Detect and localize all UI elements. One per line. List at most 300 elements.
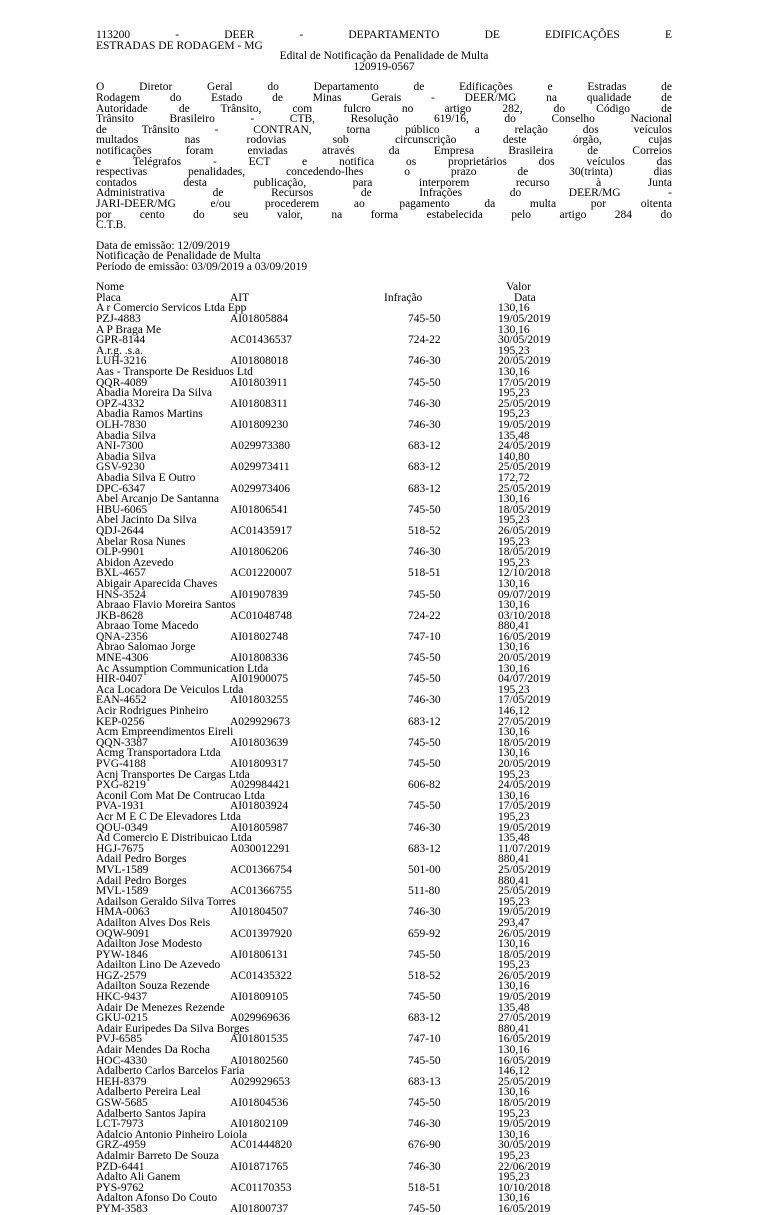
entry-data: 25/05/2019 [498,397,551,410]
entry-valor: 135,48 [498,1001,530,1014]
entry-infracao: 745-50 [408,503,441,516]
list-item [96,1003,672,1024]
entry-infracao: 746-30 [408,355,441,368]
entry-data: 19/05/2019 [498,906,551,919]
entry-valor: 140,80 [498,450,530,463]
entry-name: Adair Euripedes Da Silva Borges [96,1022,250,1035]
entry-infracao: 745-50 [408,800,441,813]
entry-placa: PYW-1846 [96,948,148,961]
list-item [96,621,672,642]
entry-placa: GSW-5685 [96,1097,148,1109]
entry-valor: 195,23 [498,683,530,696]
entry-data: 26/05/2019 [498,969,551,982]
entry-name: Abraao Tome Macedo [96,620,199,633]
list-item [96,664,672,685]
list-item [96,452,672,473]
col-valor: Valor [506,281,531,294]
entry-ait: AI01809317 [230,758,289,770]
entry-data: 27/05/2019 [498,1012,551,1025]
entry-data: 18/05/2019 [498,948,551,961]
entry-placa: GKU-0215 [96,1012,148,1025]
list-item [96,494,672,515]
entry-name: Adailton Souza Rezende [96,980,210,993]
entry-data: 03/10/2018 [498,609,551,622]
entry-infracao: 746-30 [408,397,441,410]
entry-placa: BXL-4657 [96,567,146,580]
entry-infracao: 745-50 [408,1097,441,1109]
header-line-2: ESTRADAS DE RODAGEM - MG [96,39,263,52]
entry-name: Acmg Transportadora Ltda [96,747,221,760]
entry-data: 19/05/2019 [498,313,551,326]
entry-name: Adalberto Santos Japira [96,1107,206,1120]
entry-ait: AI01808018 [230,355,289,368]
intro-line: multados nas rodovias sob circunscrição deste órgão, cujas [96,134,672,147]
list-item [96,770,672,791]
entry-ait: AI01809230 [230,419,289,431]
entry-name: Aca Locadora De Veiculos Ltda [96,683,244,696]
entry-placa: OPZ-4332 [96,397,145,410]
entry-data: 20/05/2019 [498,652,551,665]
list-item [96,367,672,388]
entry-placa: OQW-9091 [96,927,150,940]
entry-infracao: 746-30 [408,906,441,919]
entry-data: 20/05/2019 [498,758,551,770]
intro-line: Rodagem do Estado de Minas Gerais - DEER/MG na qualidade de [96,91,672,104]
entry-ait: AC01435322 [230,969,292,982]
entries-list [96,303,672,1214]
entry-ait: AC01436537 [230,334,292,347]
entry-valor: 130,16 [498,577,530,590]
entry-valor: 130,16 [498,1192,530,1205]
entry-name: Adair De Menezes Rezende [96,1001,225,1014]
entry-placa: KEP-0256 [96,715,145,728]
list-item [96,642,672,663]
entry-infracao: 745-50 [408,313,441,326]
entry-name: Abel Arcanjo De Santanna [96,493,219,506]
entry-placa: MNE-4306 [96,652,149,665]
entry-valor: 135,48 [498,429,530,442]
entry-name: Aas - Transporte De Residuos Ltd [96,366,253,379]
list-item [96,1130,672,1151]
intro-line: de Trânsito - CONTRAN, torna público a relação dos veículos [96,123,672,136]
entry-valor: 135,48 [498,832,530,845]
entry-name: Abraao Flavio Moreira Santos [96,599,236,612]
entry-ait: AI01806541 [230,503,289,516]
entry-valor: 293,47 [498,916,530,929]
entry-valor: 130,16 [498,1128,530,1141]
entry-name: Abadia Ramos Martins [96,408,203,421]
list-item [96,960,672,981]
entry-placa: EAN-4652 [96,694,147,707]
intro-line: contados desta publicação, para interporem recurso à Junta [96,176,672,189]
entry-infracao: 518-52 [408,524,441,537]
entry-infracao: 724-22 [408,334,441,347]
entry-ait: A029973406 [230,482,291,495]
entry-ait: AI01803911 [230,376,288,389]
entry-ait: AI01804536 [230,1097,289,1109]
entry-name: Abel Jacinto Da Silva [96,514,197,527]
emission-date: Data de emissão: 12/09/2019 [96,239,230,252]
entry-ait: A030012291 [230,842,291,855]
entry-placa: ANI-7300 [96,440,144,453]
entry-infracao: 518-52 [408,969,441,982]
list-item [96,876,672,897]
entry-valor: 146,12 [498,705,530,718]
intro-line: Administrativa de Recursos de Infrações do DEER/MG - [96,187,672,200]
entry-ait: AI01809105 [230,991,289,1004]
entry-infracao: 746-30 [408,546,441,559]
entry-placa: MVL-1589 [96,885,149,898]
list-item [96,1193,672,1214]
entry-ait: A029929673 [230,715,291,728]
entry-infracao: 745-50 [408,588,441,601]
entry-placa: JKB-8628 [96,609,144,622]
col-data: Data [514,292,536,305]
entry-data: 10/10/2018 [498,1181,551,1194]
col-ait: AIT [230,292,250,305]
entry-ait: A029929653 [230,1075,291,1088]
entry-name: Ad Comercio E Distribuicao Ltda [96,832,252,845]
entry-placa: HNS-3524 [96,588,146,601]
entry-ait: A029984421 [230,779,291,792]
list-item [96,1087,672,1108]
entry-valor: 130,16 [498,1086,530,1099]
entry-placa: HGJ-7675 [96,842,144,855]
entry-placa: HKC-9437 [96,991,148,1004]
entry-placa: PXG-8219 [96,779,146,792]
entry-ait: AI01803255 [230,694,289,707]
entry-data: 18/05/2019 [498,1097,551,1109]
entry-ait: A029973380 [230,440,291,453]
entry-ait: AC01366755 [230,885,292,898]
list-item [96,303,672,324]
document-number: 120919-0567 [353,60,415,73]
entry-valor: 130,16 [498,662,530,675]
list-item [96,1151,672,1172]
entry-infracao: 683-13 [408,1075,441,1088]
header-line-1: 113200 - DEER - DEPARTAMENTO DE EDIFICAÇÕES E [96,29,672,41]
entry-infracao: 746-30 [408,1118,441,1131]
entry-ait: A029973411 [230,461,290,474]
entry-data: 26/05/2019 [498,524,551,537]
entry-name: A P Braga Me [96,323,162,336]
entry-infracao: 746-30 [408,694,441,707]
entry-placa: OLP-9901 [96,546,145,559]
entry-valor: 195,23 [498,387,530,400]
entry-valor: 130,16 [498,641,530,654]
entry-placa: OLH-7830 [96,419,147,431]
entry-ait: AC01048748 [230,609,292,622]
entry-placa: HIR-0407 [96,673,143,686]
list-item [96,706,672,727]
list-item [96,897,672,918]
entry-data: 16/05/2019 [498,630,551,643]
entry-data: 16/05/2019 [498,1033,551,1046]
entry-name: Adail Pedro Borges [96,853,187,866]
entry-placa: HEH-8379 [96,1075,147,1088]
entry-infracao: 683-12 [408,440,441,453]
entry-name: Abigair Aparecida Chaves [96,577,218,590]
entry-ait: AC01435917 [230,524,292,537]
entry-infracao: 745-50 [408,1202,441,1215]
entry-ait: AC01366754 [230,863,292,876]
entry-placa: PYM-3583 [96,1202,148,1215]
entry-infracao: 747-10 [408,1033,441,1046]
entry-name: Adalcio Antonio Pinheiro Loiola [96,1128,248,1141]
entry-infracao: 745-50 [408,1054,441,1067]
entry-valor: 146,12 [498,1065,530,1078]
entry-data: 04/07/2019 [498,673,551,686]
entry-valor: 880,41 [498,853,530,866]
entry-ait: AC01397920 [230,927,292,940]
entry-name: Adailton Lino De Azevedo [96,959,221,972]
entry-name: Adailson Geraldo Silva Torres [96,895,236,908]
list-item [96,409,672,430]
emission-info [96,241,672,273]
entry-data: 30/05/2019 [498,334,551,347]
entry-valor: 195,23 [498,408,530,421]
entry-ait: AI01805884 [230,313,289,326]
entry-valor: 195,23 [498,959,530,972]
entry-data: 25/05/2019 [498,482,551,495]
entry-data: 19/05/2019 [498,419,551,431]
entry-infracao: 724-22 [408,609,441,622]
entry-valor: 130,16 [498,747,530,760]
entry-ait: AI01801535 [230,1033,289,1046]
entry-placa: GRZ-4959 [96,1139,146,1152]
entry-valor: 130,16 [498,980,530,993]
entry-name: Adalmir Barreto De Souza [96,1149,219,1162]
entry-data: 18/05/2019 [498,546,551,559]
entry-valor: 130,16 [498,1044,530,1057]
entry-ait: AC01444820 [230,1139,292,1152]
entry-ait: AI01806206 [230,546,289,559]
entry-placa: GPR-8144 [96,334,146,347]
entry-name: Abadia Silva [96,429,156,442]
entry-name: Adailton Alves Dos Reis [96,916,211,929]
entry-ait: AI01802748 [230,630,289,643]
entry-valor: 130,16 [498,599,530,612]
entry-infracao: 745-50 [408,673,441,686]
entry-valor: 130,16 [498,493,530,506]
list-item [96,537,672,558]
entry-ait: AI01804507 [230,906,289,919]
entry-data: 17/05/2019 [498,376,551,389]
list-item [96,791,672,812]
entry-ait: AI01907839 [230,588,289,601]
list-item [96,600,672,621]
col-nome: Nome [96,281,125,294]
list-item [96,431,672,452]
entry-name: Abadia Silva E Outro [96,471,196,484]
entry-ait: AI01808336 [230,652,289,665]
entry-valor: 130,16 [498,366,530,379]
entry-infracao: 511-80 [408,885,441,898]
list-item [96,515,672,536]
entry-data: 26/05/2019 [498,927,551,940]
entry-placa: PYS-9762 [96,1181,144,1194]
entry-name: Abrao Salomao Jorge [96,641,196,654]
entry-valor: 195,23 [498,556,530,569]
document-title: Edital de Notificação da Penalidade de Multa [279,50,489,63]
entry-infracao: 745-50 [408,991,441,1004]
document [96,30,672,1215]
list-item [96,1109,672,1130]
entry-data: 25/05/2019 [498,1075,551,1088]
entry-data: 19/05/2019 [498,1118,551,1131]
entry-placa: QQN-3387 [96,736,148,749]
entry-valor: 195,23 [498,535,530,548]
list-item [96,833,672,854]
entry-placa: PZJ-4883 [96,313,141,326]
entry-infracao: 745-50 [408,376,441,389]
entry-infracao: 746-30 [408,419,441,431]
intro-paragraph [96,82,672,230]
entry-valor: 880,41 [498,874,530,887]
list-item [96,939,672,960]
entry-infracao: 683-12 [408,842,441,855]
column-headers [96,282,672,303]
entry-infracao: 683-12 [408,461,441,474]
entry-name: Acir Rodrigues Pinheiro [96,705,209,718]
entry-valor: 195,23 [498,344,530,357]
entry-valor: 880,41 [498,1022,530,1035]
entry-data: 18/05/2019 [498,736,551,749]
list-item [96,558,672,579]
intro-line: O Diretor Geral do Departamento de Edificações e Estradas de [96,81,672,94]
entry-ait: AI01805987 [230,821,289,834]
entry-data: 11/07/2019 [498,842,550,855]
entry-placa: HOC-4330 [96,1054,148,1067]
intro-line: C.T.B. [96,219,127,232]
emission-period: Período de emissão: 03/09/2019 a 03/09/2019 [96,260,308,273]
entry-placa: PVA-1931 [96,800,145,813]
entry-ait: AI01803924 [230,800,289,813]
list-item [96,388,672,409]
entry-valor: 195,23 [498,810,530,823]
entry-data: 18/05/2019 [498,503,551,516]
entry-name: Abelar Rosa Nunes [96,535,186,548]
entry-placa: QNA-2356 [96,630,148,643]
list-item [96,473,672,494]
entry-infracao: 501-00 [408,863,441,876]
entry-ait: AI01800737 [230,1202,289,1215]
intro-line: e Telégrafos - ECT e notifica os proprietários dos veículos das [96,155,672,168]
list-item [96,346,672,367]
entry-valor: 195,23 [498,1171,530,1184]
entry-data: 09/07/2019 [498,588,551,601]
entry-name: Adalton Afonso Do Couto [96,1192,218,1205]
list-item [96,981,672,1002]
entry-data: 12/10/2018 [498,567,551,580]
entry-placa: LCT-7973 [96,1118,144,1131]
entry-valor: 195,23 [498,1107,530,1120]
entry-name: Abidon Azevedo [96,556,174,569]
entry-ait: A029969636 [230,1012,291,1025]
entry-data: 16/05/2019 [498,1202,551,1215]
entry-placa: QDJ-2644 [96,524,144,537]
entry-placa: GSV-9230 [96,461,145,474]
entry-data: 22/06/2019 [498,1160,551,1173]
entry-data: 17/05/2019 [498,694,551,707]
entry-ait: AC01170353 [230,1181,292,1194]
entry-placa: PZD-6441 [96,1160,145,1173]
entry-data: 16/05/2019 [498,1054,551,1067]
entry-name: Adair Mendes Da Rocha [96,1044,211,1057]
entry-data: 27/05/2019 [498,715,551,728]
entry-valor: 195,23 [498,768,530,781]
list-item [96,748,672,769]
entry-placa: HGZ-2579 [96,969,147,982]
entry-placa: MVL-1589 [96,863,149,876]
entry-name: Adalberto Pereira Leal [96,1086,201,1099]
entry-name: Adailton Jose Modesto [96,938,203,951]
intro-line: notificações foram enviadas através da Empresa Brasileira de Correios [96,144,672,157]
intro-line: por cento do seu valor, na forma estabelecida pelo artigo 284 do [96,208,672,221]
intro-line: Autoridade de Trânsito, com fulcro no artigo 282, do Código de [96,102,672,115]
entry-infracao: 745-50 [408,652,441,665]
entry-data: 25/05/2019 [498,863,551,876]
entry-ait: AI01803639 [230,736,289,749]
entry-placa: HBU-6065 [96,503,148,516]
intro-line: respectivas penalidades, concedendo-lhes o prazo de 30(trinta) dias [96,166,672,179]
entry-valor: 880,41 [498,620,530,633]
entry-valor: 195,23 [498,514,530,527]
entry-data: 24/05/2019 [498,440,551,453]
entry-placa: QQR-4089 [96,376,148,389]
entry-valor: 195,23 [498,895,530,908]
list-item [96,812,672,833]
entry-infracao: 683-12 [408,1012,441,1025]
entry-ait: AI01871765 [230,1160,289,1173]
entry-infracao: 745-50 [408,758,441,770]
entry-placa: QOU-0349 [96,821,148,834]
col-infracao: Infração [384,292,423,305]
entry-infracao: 683-12 [408,715,441,728]
entry-infracao: 659-92 [408,927,441,940]
entry-placa: HMA-0063 [96,906,150,919]
entry-name: Acr M E C De Elevadores Ltda [96,810,241,823]
entry-valor: 172,72 [498,471,530,484]
entry-name: Adalberto Carlos Barcelos Faria [96,1065,245,1078]
entry-name: Ac Assumption Communication Ltda [96,662,269,675]
list-item [96,854,672,875]
entry-infracao: 676-90 [408,1139,441,1152]
entry-placa: DPC-6347 [96,482,146,495]
entry-ait: AI01802109 [230,1118,289,1131]
entry-ait: AI01802560 [230,1054,289,1067]
entry-data: 19/05/2019 [498,991,551,1004]
entry-name: Acm Empreendimentos Eireli [96,726,234,739]
col-placa: Placa [96,292,121,305]
entry-name: Adalto Ali Ganem [96,1171,181,1184]
entry-placa: PVJ-6585 [96,1033,143,1046]
entry-name: Aconil Com Mat De Contrucao Ltda [96,789,265,802]
entry-valor: 195,23 [498,1149,530,1162]
entry-valor: 130,16 [498,323,530,336]
entry-infracao: 518-51 [408,1181,441,1194]
entry-ait: AI01806131 [230,948,289,961]
entry-name: Acnj Transportes De Cargas Ltda [96,768,250,781]
entry-infracao: 747-10 [408,630,441,643]
list-item [96,579,672,600]
list-item [96,685,672,706]
entry-valor: 130,16 [498,302,530,315]
entry-data: 17/05/2019 [498,800,551,813]
entry-infracao: 518-51 [408,567,441,580]
entry-infracao: 745-50 [408,736,441,749]
list-item [96,1024,672,1045]
